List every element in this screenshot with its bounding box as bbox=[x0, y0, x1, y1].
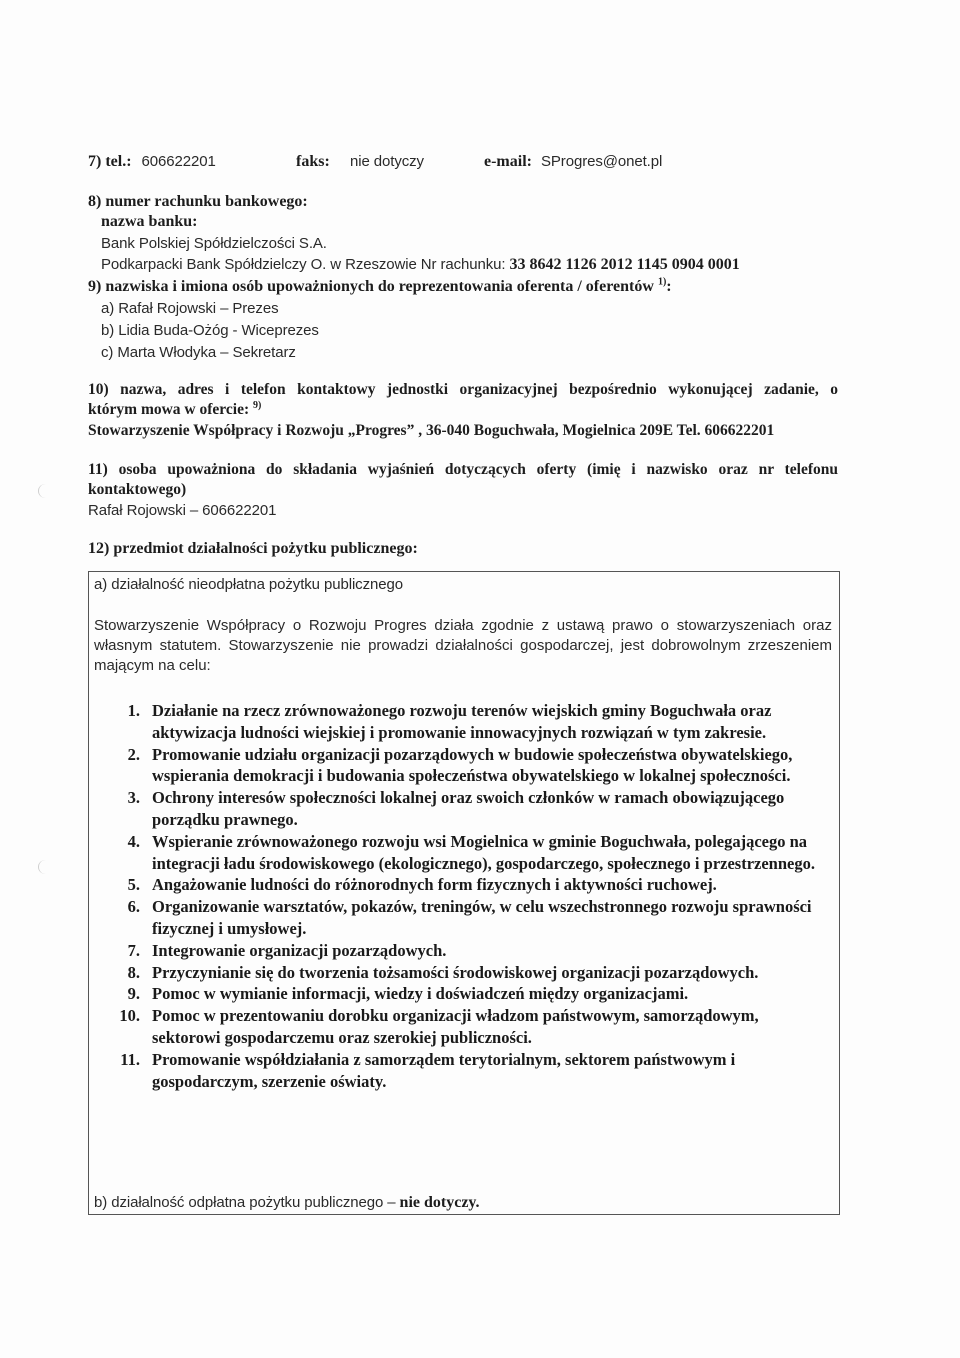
paid-activity-label: b) działalność odpłatna pożytku publicznego – bbox=[94, 1194, 396, 1211]
list-item bbox=[110, 1005, 826, 1049]
list-item bbox=[110, 744, 826, 788]
goal-text: Promowanie współdziałania z samorządem terytorialnym, sektorem państwowym i gospodarczym, szerzenie oświaty. bbox=[152, 1049, 736, 1091]
contact-person-value: Rafał Rojowski – 606622201 bbox=[88, 502, 277, 519]
goal-number: 5. bbox=[127, 875, 140, 895]
representative-item: a) Rafał Rojowski – Prezes bbox=[101, 300, 279, 317]
bank-line-1: Bank Polskiej Spółdzielczości S.A. bbox=[101, 235, 327, 252]
bank-heading: 8) numer rachunku bankowego: bbox=[88, 193, 308, 210]
tel-value: 606622201 bbox=[141, 153, 216, 170]
email-label: e-mail: bbox=[484, 153, 532, 170]
contact-line bbox=[88, 152, 216, 172]
unit-heading-line-2 bbox=[88, 400, 261, 420]
representative-item: c) Marta Włodyka – Sekretarz bbox=[101, 344, 296, 361]
list-item bbox=[110, 940, 826, 962]
activity-heading: 12) przedmiot działalności pożytku publicznego: bbox=[88, 540, 418, 557]
list-item bbox=[110, 831, 826, 875]
tel-label: 7) tel.: bbox=[88, 153, 132, 170]
footnote-ref: 9) bbox=[253, 399, 262, 411]
activity-description: Stowarzyszenie Współpracy o Rozwoju Progres działa zgodnie z ustawą prawo o stowarzyszeniach oraz własnym statutem. Stowarzyszenie nie prowadzi działalności gospodarczej, jest dobrowolnym zrzeszeniem mającym na celu: bbox=[94, 617, 832, 674]
bank-branch: Podkarpacki Bank Spółdzielczy O. w Rzeszowie Nr rachunku: bbox=[101, 256, 506, 273]
representative-item: b) Lidia Buda-Ożóg - Wiceprezes bbox=[101, 322, 319, 339]
list-item bbox=[110, 874, 826, 896]
goal-number: 3. bbox=[127, 788, 140, 808]
unit-value: Stowarzyszenie Współpracy i Rozwoju „Progres” , 36-040 Boguchwała, Mogielnica 209E Tel. 606622201 bbox=[88, 422, 775, 439]
free-activity-label: a) działalność nieodpłatna pożytku publicznego bbox=[94, 576, 403, 593]
goal-number: 2. bbox=[127, 744, 140, 764]
list-item bbox=[110, 983, 826, 1005]
goal-text: Działanie na rzecz zrównoważonego rozwoju terenów wiejskich gminy Boguchwała oraz aktywizacja ludności wiejskiej i promowanie innowacyjnych rozwiązań w tym zakresie. bbox=[152, 701, 772, 742]
goal-number: 8. bbox=[127, 962, 140, 982]
paid-activity-line bbox=[94, 1193, 480, 1213]
goal-text: Angażowanie ludności do różnorodnych form fizycznych i aktywności ruchowej. bbox=[152, 875, 717, 895]
fax-value: nie dotyczy bbox=[350, 153, 424, 170]
scan-mark bbox=[38, 860, 53, 874]
goal-text: Promowanie udziału organizacji pozarządowych w budowie społeczeństwa obywatelskiego, wspierania demokracji i budowania społeczeństwa obywatelskiego w lokalnej społeczności. bbox=[152, 744, 793, 786]
representatives-heading bbox=[88, 277, 672, 297]
bank-name-label: nazwa banku: bbox=[101, 213, 198, 230]
goal-text: Przyczynianie się do tworzenia tożsamości środowiskowej organizacji pozarządowych. bbox=[152, 962, 759, 982]
goal-number: 1. bbox=[127, 701, 140, 720]
representatives-heading-suffix: : bbox=[666, 278, 672, 295]
contact-person-heading-line-1: 11) osoba upoważniona do składania wyjaśnień dotyczących oferty (imię i nazwisko oraz nr telefonu bbox=[88, 461, 838, 478]
goal-text: Organizowanie warsztatów, pokazów, treningów, w celu wszechstronnego rozwoju sprawności fizycznej i umysłowej. bbox=[152, 897, 812, 938]
goal-number: 10. bbox=[119, 1006, 140, 1026]
goal-text: Integrowanie organizacji pozarządowych. bbox=[152, 940, 447, 960]
list-item bbox=[110, 787, 826, 831]
list-item bbox=[110, 896, 826, 940]
goal-number: 11. bbox=[120, 1049, 140, 1069]
goal-number: 7. bbox=[127, 940, 140, 960]
list-item bbox=[110, 700, 826, 744]
goal-text: Ochrony interesów społeczności lokalnej oraz swoich członków w ramach obowiązującego porządku prawnego. bbox=[152, 788, 785, 829]
goal-text: Pomoc w wymianie informacji, wiedzy i doświadczeń między organizacjami. bbox=[152, 984, 689, 1004]
scan-mark bbox=[38, 484, 53, 498]
email-value: SProgres@onet.pl bbox=[541, 153, 663, 170]
goal-number: 4. bbox=[127, 831, 140, 851]
footnote-ref: 1) bbox=[657, 276, 667, 288]
unit-heading-line-1: 10) nazwa, adres i telefon kontaktowy jednostki organizacyjnej bezpośrednio wykonującej zadanie, o bbox=[88, 381, 838, 398]
goal-text: Wspieranie zrównoważonego rozwoju wsi Mogielnica w gminie Boguchwała, polegającego na integracji ładu środowiskowego (ekologicznego), gospodarczego, społecznego i przestrzennego. bbox=[152, 831, 815, 873]
goal-number: 9. bbox=[127, 984, 140, 1004]
fax-label: faks: bbox=[296, 153, 330, 170]
goal-text: Pomoc w prezentowaniu dorobku organizacji władzom państwowym, samorządowym, sektorowi gospodarczemu oraz szerokiej publiczności. bbox=[152, 1006, 759, 1047]
account-number: 33 8642 1126 2012 1145 0904 0001 bbox=[509, 256, 740, 273]
list-item bbox=[110, 962, 826, 984]
goals-list bbox=[110, 700, 826, 1092]
unit-heading-text: którym mowa w ofercie: bbox=[88, 401, 250, 418]
goal-number: 6. bbox=[127, 897, 140, 917]
representatives-heading-text: 9) nazwiska i imiona osób upoważnionych do reprezentowania oferenta / oferentów bbox=[88, 278, 654, 295]
list-item bbox=[110, 1049, 826, 1093]
paid-activity-value: nie dotyczy. bbox=[399, 1194, 480, 1211]
bank-line-2 bbox=[101, 255, 740, 275]
contact-person-heading-line-2: kontaktowego) bbox=[88, 481, 187, 498]
